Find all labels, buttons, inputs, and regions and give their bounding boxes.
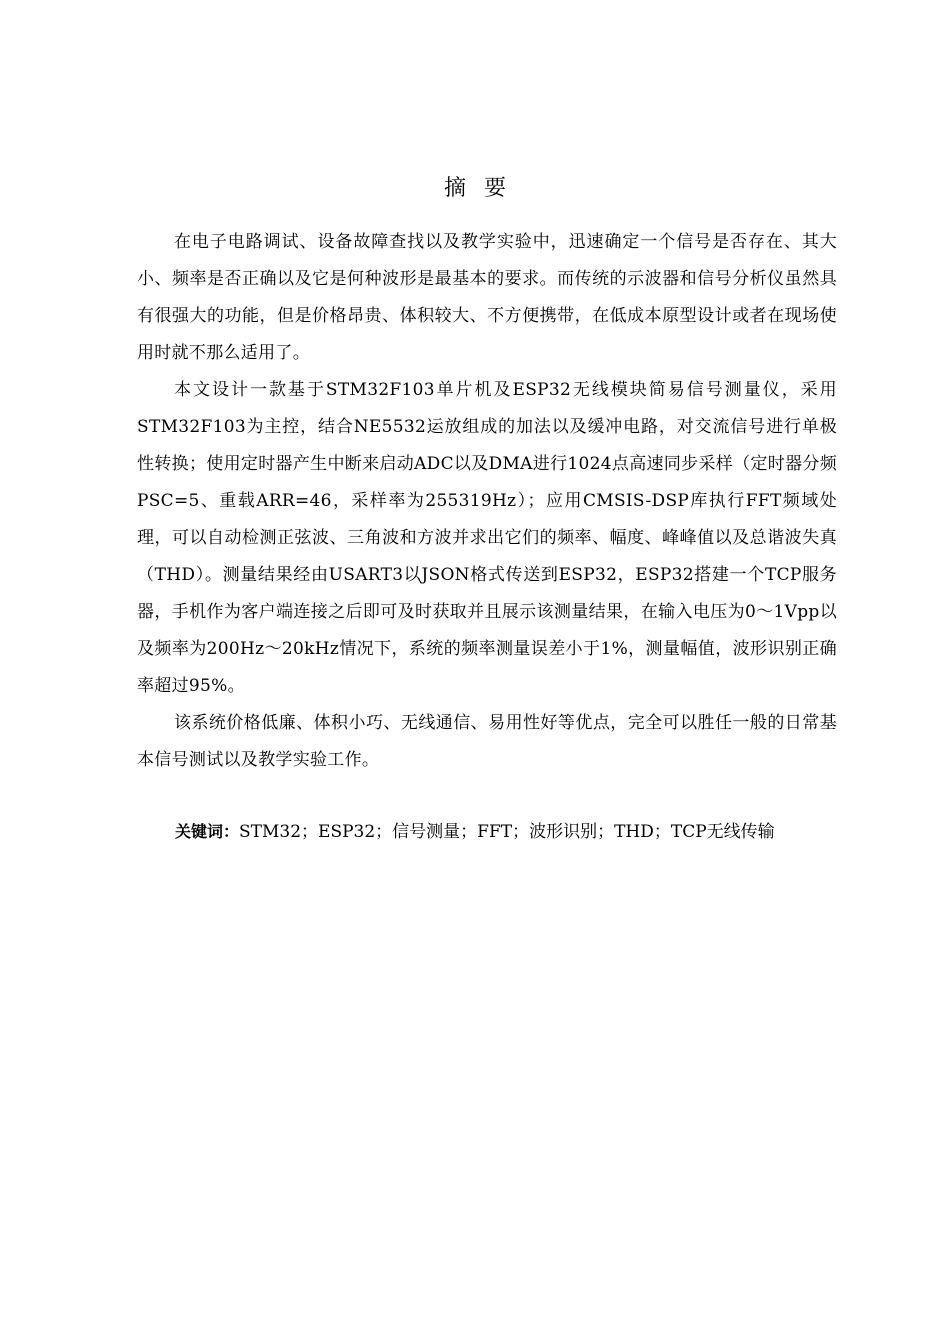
abstract-paragraph: 该系统价格低廉、体积小巧、无线通信、易用性好等优点，完全可以胜任一般的日常基本信号测试以及教学实验工作。	[137, 713, 837, 770]
abstract-body	[137, 224, 837, 779]
abstract-title: 摘要	[443, 176, 524, 201]
abstract-paragraph: 本文设计一款基于STM32F103单片机及ESP32无线模块简易信号测量仪，采用STM32F103为主控，结合NE5532运放组成的加法以及缓冲电路，对交流信号进行单极性转换；使用定时器产生中断来启动ADC以及DMA进行1024点高速同步采样（定时器分频PSC=5、重载ARR=46，采样率为255319Hz）；应用CMSIS-DSP库执行FFT频域处理，可以自动检测正弦波、三角波和方波并求出它们的频率、幅度、峰峰值以及总谐波失真（THD）。测量结果经由USART3以JSON格式传送到ESP32，ESP32搭建一个TCP服务器，手机作为客户端连接之后即可及时获取并且展示该测量结果，在输入电压为0～1Vpp以及频率为200Hz～20kHz情况下，系统的频率测量误差小于1%，测量幅值，波形识别正确率超过95%。	[137, 380, 837, 696]
keywords-line	[175, 814, 875, 850]
keywords-list: STM32；ESP32；信号测量；FFT；波形识别；THD；TCP无线传输	[239, 822, 775, 842]
abstract-paragraph: 在电子电路调试、设备故障查找以及教学实验中，迅速确定一个信号是否存在、其大小、频率是否正确以及它是何种波形是最基本的要求。而传统的示波器和信号分析仪虽然具有很强大的功能，但是价格昂贵、体积较大、不方便携带，在低成本原型设计或者在现场使用时就不那么适用了。	[137, 232, 837, 363]
keywords-label: 关键词：	[175, 822, 240, 841]
